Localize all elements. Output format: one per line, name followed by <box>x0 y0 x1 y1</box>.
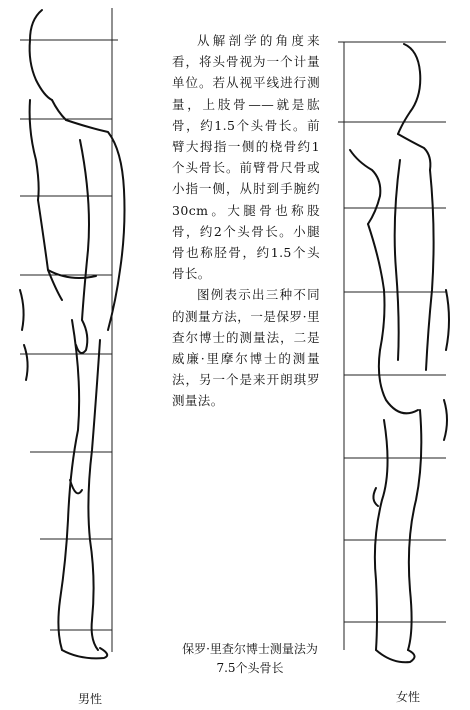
male-abdomen <box>38 200 62 300</box>
description-paragraph-1: 从解剖学的角度来看，将头骨视为一个计量单位。若从视平线进行测量，上肢骨——就是肱骨，约1.5个头骨长。前臂大拇指一侧的桡骨约1个头骨长。前臂骨尺骨或小指一侧，从肘到手腕约30cm。大腿骨也称股骨，约2个头骨长。小腿骨也称胫骨，约1.5个头骨长。 <box>172 33 320 282</box>
female-foot <box>376 650 415 662</box>
description-text <box>172 30 320 412</box>
male-left-sketch <box>20 290 28 380</box>
female-shoulder <box>398 134 430 170</box>
male-neck-back <box>52 100 66 120</box>
male-figure-outline <box>20 10 125 658</box>
caption-line-1: 保罗·里查尔博士测量法为 <box>182 642 318 656</box>
figure-caption <box>150 640 350 678</box>
female-head <box>398 44 420 134</box>
female-label: 女性 <box>396 690 421 704</box>
description-paragraph-2: 图例表示出三种不同的测量方法，一是保罗·里查尔博士的测量法，二是威廉·里摩尔博士的测量法，另一个是来开朗琪罗测量法。 <box>172 287 320 409</box>
female-back <box>426 170 434 370</box>
female-waist <box>368 224 385 350</box>
male-hand <box>76 320 87 353</box>
male-arm <box>80 140 89 320</box>
male-hip-line <box>48 270 96 278</box>
caption-line-2: 7.5个头骨长 <box>216 661 284 675</box>
female-front-leg <box>375 420 388 650</box>
male-measurement-grid <box>20 8 118 652</box>
male-back-leg <box>88 340 100 650</box>
female-right-sketch <box>444 290 449 440</box>
female-measurement-grid <box>338 42 446 650</box>
female-arm <box>395 160 400 360</box>
male-label: 男性 <box>78 692 103 706</box>
female-back-leg <box>408 410 421 650</box>
male-knee <box>70 480 82 493</box>
female-knee <box>373 488 378 506</box>
male-chest <box>30 100 39 200</box>
male-back <box>66 120 125 330</box>
male-foot <box>62 648 107 658</box>
male-front-leg <box>58 320 79 650</box>
female-chest <box>350 150 380 224</box>
male-head <box>30 10 52 100</box>
female-figure-outline <box>350 44 449 662</box>
